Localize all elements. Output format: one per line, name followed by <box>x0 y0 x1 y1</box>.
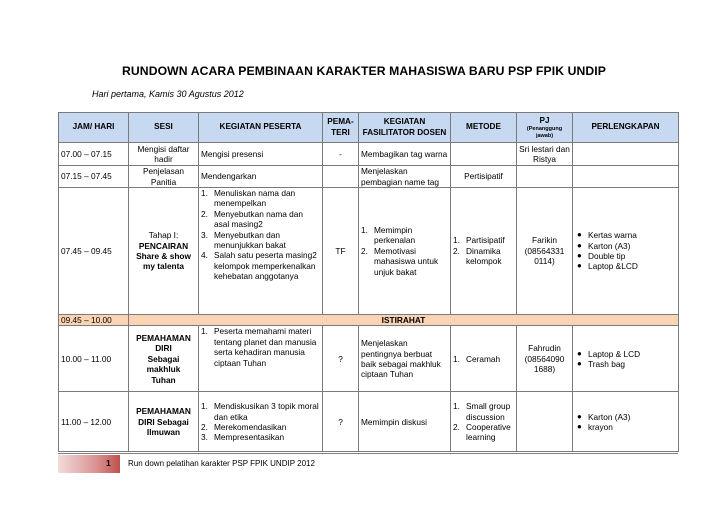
list-item: 1. Memimpin perkenalan <box>361 224 416 246</box>
cell-jam: 07.15 – 07.45 <box>59 166 129 188</box>
footer-text: Run down pelatihan karakter PSP FPIK UNDIP 2012 <box>128 459 315 468</box>
cell-metode <box>451 188 517 315</box>
bullet-icon: ● <box>577 421 582 431</box>
bullet-icon: ● <box>577 411 582 421</box>
header-jam: JAM/ HARI <box>59 113 129 143</box>
sesi-line: Tahap I: <box>148 230 179 241</box>
metode-list <box>453 401 514 443</box>
table-row <box>59 392 679 452</box>
cell-perlengkapan <box>573 143 679 166</box>
cell-pj <box>517 166 573 188</box>
header-kegiatan-fasilitator: KEGIATAN FASILITATOR DOSEN <box>359 113 451 143</box>
cell-kegiatan-fasilitator: Memimpin diskusi <box>359 392 451 452</box>
list-item: 2. Memotivasi mahasiswa untuk unjuk bakat <box>361 245 439 277</box>
cell-kegiatan-fasilitator: Menjelaskan pentingnya berbuat baik sebagai makhluk ciptaan Tuhan <box>359 326 451 392</box>
header-metode: METODE <box>451 113 517 143</box>
bullet-icon: ● <box>577 358 582 368</box>
table-row <box>59 188 679 315</box>
perlengkapan-list <box>575 412 676 433</box>
cell-pemateri: ? <box>323 326 359 392</box>
sesi-line: Sebagai <box>147 353 180 364</box>
list-item: 1. Small group discussion <box>453 401 511 422</box>
list-item: 1. Partisipatif <box>453 235 505 246</box>
cell-pemateri: - <box>323 143 359 166</box>
cell-sesi <box>129 392 199 452</box>
cell-pemateri <box>323 166 359 188</box>
cell-kegiatan-peserta: Mengisi presensi <box>199 143 323 166</box>
list-item: 2. Menyebutkan nama dan asal masing2 <box>201 208 304 230</box>
sesi-line: PEMAHAMAN <box>136 406 191 417</box>
cell-pj: Sri lestari dan Ristya <box>517 143 573 166</box>
cell-perlengkapan <box>573 188 679 315</box>
list-item: 3. Menyebutkan dan menunjukkan bakat <box>201 229 286 251</box>
bullet-icon: ● <box>577 251 582 260</box>
cell-jam: 09.45 – 10.00 <box>59 315 129 326</box>
header-perlengkapan: PERLENGKAPAN <box>573 113 679 143</box>
list-item: 1. Peserta memahami materi tentang planet dan manusia serta kehadiran manusia ciptaan Tuhan <box>201 326 317 368</box>
list-item: ● Laptop & LCD <box>577 348 641 359</box>
perlengkapan-list <box>575 230 676 272</box>
list-item: ● Double tip <box>577 251 626 261</box>
cell-kegiatan-peserta <box>199 392 323 452</box>
cell-perlengkapan <box>573 326 679 392</box>
table-row <box>59 326 679 392</box>
cell-sesi <box>129 326 199 392</box>
fasilitator-list <box>361 225 448 277</box>
list-item: ● krayon <box>577 421 613 432</box>
cell-pj <box>517 392 573 452</box>
sesi-line: my talenta <box>142 261 185 272</box>
cell-sesi: Mengisi daftar hadir <box>129 143 199 166</box>
cell-jam: 11.00 – 12.00 <box>59 392 129 452</box>
sesi-line: PEMAHAMAN <box>136 332 191 343</box>
cell-kegiatan-peserta <box>199 188 323 315</box>
cell-kegiatan-fasilitator <box>359 188 451 315</box>
sesi-line: Share & show <box>136 251 191 261</box>
perlengkapan-list <box>575 349 676 370</box>
header-kegiatan-peserta: KEGIATAN PESERTA <box>199 113 323 143</box>
footer-page-number: 1 <box>106 458 111 468</box>
bullet-icon: ● <box>577 261 582 271</box>
header-pj-sublabel: (Penanggung jawab) <box>526 126 563 139</box>
list-item: 3. Mempresentasikan <box>201 432 285 443</box>
cell-sesi: Penjelasan Panitia <box>129 166 199 188</box>
cell-kegiatan-fasilitator: Menjelaskan pembagian name tag <box>359 166 451 188</box>
bullet-icon: ● <box>577 240 582 250</box>
sesi-line: makhluk <box>146 364 181 375</box>
kegiatan-list <box>201 326 320 368</box>
bullet-icon: ● <box>577 348 582 358</box>
cell-pemateri: ? <box>323 392 359 452</box>
cell-jam: 07.45 – 09.45 <box>59 188 129 315</box>
metode-list <box>453 354 514 364</box>
cell-metode <box>451 392 517 452</box>
cell-metode <box>451 326 517 392</box>
cell-kegiatan-peserta: Mendengarkan <box>199 166 323 188</box>
document-title: RUNDOWN ACARA PEMBINAAN KARAKTER MAHASISWA BARU PSP FPIK UNDIP <box>122 64 606 78</box>
list-item: 2. Dinamika kelompok <box>453 245 502 267</box>
header-pj <box>517 113 573 143</box>
list-item: 1. Mendiskusikan 3 topik moral dan etika <box>201 401 319 422</box>
list-item: 4. Salah satu peserta masing2 kelompok memperkenalkan kehebatan anggotanya <box>201 250 317 282</box>
bullet-icon: ● <box>577 230 582 240</box>
metode-list <box>453 235 514 266</box>
cell-pj: Farikin (08564331 0114) <box>517 188 573 315</box>
kegiatan-list <box>201 401 320 443</box>
rundown-table <box>58 112 679 452</box>
list-item: ● Karton (A3) <box>577 240 631 251</box>
header-sesi: SESI <box>129 113 199 143</box>
list-item: 1. Ceramah <box>453 353 501 364</box>
footer-divider <box>58 453 678 454</box>
list-item: 1. Menuliskan nama dan menempelkan <box>201 188 296 209</box>
sesi-line: DIRI Sebagai <box>138 416 189 427</box>
cell-sesi <box>129 188 199 315</box>
header-row <box>59 113 679 143</box>
cell-jam: 07.00 – 07.15 <box>59 143 129 166</box>
cell-kegiatan-fasilitator: Membagikan tag warna <box>359 143 451 166</box>
table-row <box>59 143 679 166</box>
sesi-line: PENCAIRAN <box>138 240 189 251</box>
cell-metode: Pertisipatif <box>451 166 517 188</box>
cell-perlengkapan <box>573 166 679 188</box>
cell-kegiatan-peserta <box>199 326 323 392</box>
table-row <box>59 166 679 188</box>
break-row <box>59 315 679 326</box>
cell-pj: Fahrudin (08564090 1688) <box>517 326 573 392</box>
sesi-line: Ilmuwan <box>146 427 181 438</box>
document-subtitle: Hari pertama, Kamis 30 Agustus 2012 <box>92 89 244 99</box>
header-pemateri: PEMA-TERI <box>323 113 359 143</box>
list-item: ● Karton (A3) <box>577 411 631 422</box>
sesi-line: Tuhan <box>151 374 176 385</box>
sesi-line: DIRI <box>155 343 172 354</box>
list-item: ● Kertas warna <box>577 230 637 241</box>
cell-perlengkapan <box>573 392 679 452</box>
cell-pemateri: TF <box>323 188 359 315</box>
list-item: ● Trash bag <box>577 358 626 369</box>
kegiatan-list <box>201 188 320 282</box>
list-item: 2. Merekomendasikan <box>201 421 287 432</box>
list-item: 2. Cooperative learning <box>453 421 511 443</box>
list-item: ● Laptop &LCD <box>577 261 638 272</box>
header-pj-label: PJ <box>539 115 550 125</box>
cell-metode <box>451 143 517 166</box>
istirahat-label: ISTIRAHAT <box>129 315 679 326</box>
cell-jam: 10.00 – 11.00 <box>59 326 129 392</box>
